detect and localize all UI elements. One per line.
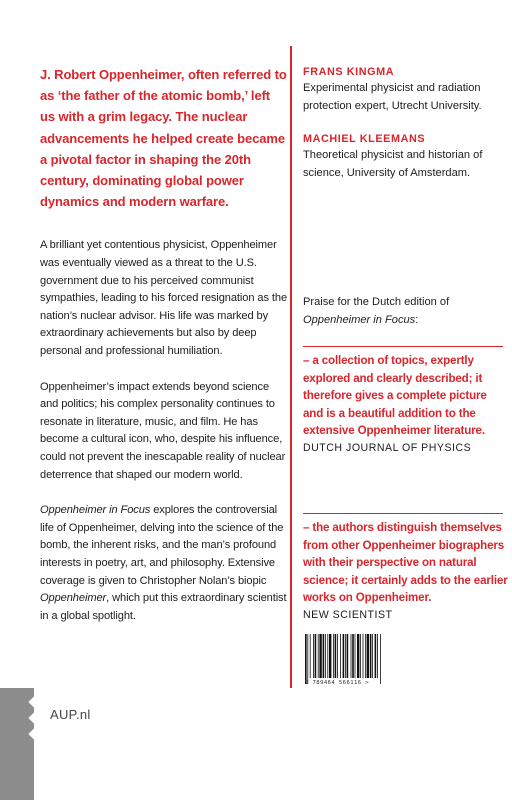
barcode-bar bbox=[340, 634, 341, 678]
praise-book-title: Oppenheimer in Focus bbox=[303, 313, 416, 326]
barcode-bar bbox=[310, 634, 311, 678]
author-name-kleemans: MACHIEL KLEEMANS bbox=[303, 133, 426, 146]
barcode-bar bbox=[355, 634, 356, 678]
author-name-kingma: FRANS KINGMA bbox=[303, 66, 395, 78]
barcode-bar bbox=[313, 634, 314, 678]
barcode-bar bbox=[333, 634, 334, 678]
grey-spine-tab bbox=[0, 688, 34, 800]
tab-notch bbox=[28, 712, 39, 723]
author-description-kingma: Experimental physicist and radiation protection expert, Utrecht University. bbox=[303, 82, 482, 112]
body-paragraph-2: Oppenheimer’s impact extends beyond science and politics; his complex personality continues to resonate in literature, music, and film. He has become a cultural icon, who, despite his influence, could not prevent the inescapable reality of nuclear deterrence that shaped our modern world. bbox=[40, 380, 286, 481]
tab-notch bbox=[28, 728, 39, 739]
barcode-bar bbox=[319, 634, 321, 678]
isbn-digits: 9 789464 566116 > bbox=[305, 680, 370, 686]
praise-intro-end: : bbox=[415, 313, 419, 326]
barcode-bar bbox=[323, 634, 325, 678]
barcode-bar bbox=[375, 634, 377, 678]
barcode-bar bbox=[352, 634, 354, 678]
barcode-bar bbox=[345, 634, 346, 678]
intro-blurb: J. Robert Oppenheimer, often referred to as ‘the father of the atomic bomb,’ left us with a grim legacy. The nuclear advancements he helped create became a pivotal factor in shaping the 20th century, dominating global power dynamics and modern warfare. bbox=[40, 67, 287, 210]
author-description-kleemans: Theoretical physicist and historian of science, University of Amsterdam. bbox=[303, 149, 483, 179]
quote-source: NEW SCIENTIST bbox=[303, 608, 393, 621]
barcode-bar bbox=[377, 634, 378, 678]
barcode-bar bbox=[343, 634, 345, 678]
barcode-bar bbox=[370, 634, 372, 678]
quote-separator-1 bbox=[303, 346, 503, 347]
authors-section bbox=[303, 64, 508, 198]
barcode-bar bbox=[380, 634, 381, 684]
quote-text: – a collection of topics, expertly explored and clearly described; it therefore gives a complete picture and is a beautiful addition to the extensive Oppenheimer literature. bbox=[303, 354, 487, 438]
barcode-bar bbox=[327, 634, 328, 678]
quote-text: – the authors distinguish themselves from other Oppenheimer biographers with their perspective on natural science; it certainly adds to the earlier works on Oppenheimer. bbox=[303, 521, 508, 605]
barcode-bar bbox=[315, 634, 317, 678]
barcode-bar bbox=[347, 634, 349, 678]
praise-intro-text: Praise for the Dutch edition of bbox=[303, 296, 450, 308]
barcode-bar bbox=[360, 634, 361, 678]
barcode-bar bbox=[337, 634, 338, 678]
barcode-bar bbox=[325, 634, 326, 678]
book-title-italic: Oppenheimer in Focus bbox=[40, 504, 151, 517]
barcode-bar bbox=[367, 634, 369, 678]
left-column bbox=[40, 64, 288, 643]
barcode-bar bbox=[363, 634, 364, 678]
tab-notch bbox=[28, 696, 39, 707]
paragraph-3-text-a: explores the controversial life of Oppenheimer, delving into the science of the bomb, the inherent risks, and the man’s profound interests in poetry, art, and philosophy. Extensive coverage is given to Christopher Nolan’s biopic bbox=[40, 504, 284, 587]
barcode-bar bbox=[307, 634, 308, 684]
praise-intro bbox=[303, 294, 508, 329]
barcode-bar bbox=[357, 634, 359, 678]
praise-quote-2 bbox=[303, 519, 508, 625]
quote-source: DUTCH JOURNAL OF PHYSICS bbox=[303, 441, 472, 454]
body-paragraph-3 bbox=[40, 502, 288, 625]
barcode-bar bbox=[351, 634, 352, 678]
barcode-bar bbox=[318, 634, 319, 678]
barcode-bar bbox=[329, 634, 331, 678]
barcode-bar bbox=[365, 634, 366, 678]
film-title-italic: Oppenheimer bbox=[40, 592, 107, 605]
barcode-bar bbox=[372, 634, 373, 678]
publisher-url: AUP.nl bbox=[50, 707, 91, 722]
quote-separator-2 bbox=[303, 513, 503, 514]
praise-quote-1 bbox=[303, 352, 508, 458]
barcode-bar bbox=[335, 634, 337, 678]
paragraph-3-text-b: , which put this extraordinary scientist in a global spotlight. bbox=[40, 592, 287, 622]
body-paragraph-1: A brilliant yet contentious physicist, Oppenheimer was eventually viewed as a threat to the U.S. government due to his perceived communist sympathies, leading to his forced resignation as the nation’s nuclear advisor. His life was marked by extraordinary achievements but also by deep personal and professional humiliation. bbox=[40, 239, 288, 357]
barcode-bar bbox=[305, 634, 307, 684]
red-vertical-divider bbox=[290, 46, 292, 688]
